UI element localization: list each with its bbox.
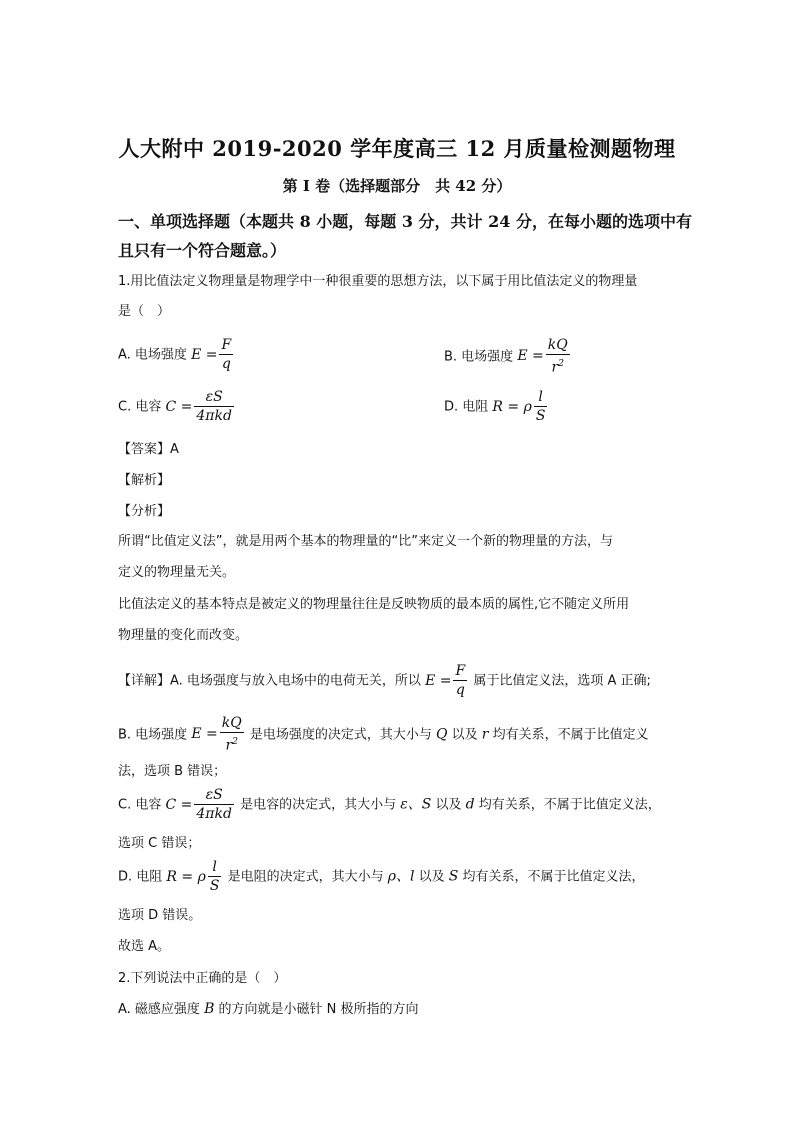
q1-detail-c-post3: 均有关系，不属于比值定义法， (478, 797, 661, 813)
q2-stem: 2.下列说法中正确的是（ ） (118, 971, 287, 986)
q1-detail-b-pre: B. 电场强度 (118, 727, 188, 743)
q1-option-b (444, 336, 572, 377)
q1-option-c-label: C. 电容 (118, 399, 162, 415)
q1-detail-b-post3: 均有关系，不属于比值定义 (492, 727, 649, 743)
q1-detail-a-pre: 【详解】A. 电场强度与放入电场中的电荷无关，所以 (118, 673, 421, 689)
q1-detail-c-pre: C. 电容 (118, 797, 162, 813)
q2-option-a-pre: A. 磁感应强度 (118, 1002, 200, 1017)
q1-stem-line2: 是（ ） (118, 304, 171, 319)
page-title: 人大附中 2019-2020 学年度高三 12 月质量检测题物理 (118, 136, 676, 161)
q1-option-c (118, 388, 236, 425)
formula-c-es-over-4pikd-inline: C = $\frac{\varepsilon S}{\text{4πkd}}$ (165, 787, 232, 822)
q1-detail-a (118, 662, 651, 699)
formula-e-f-over-q-inline: E = $\frac{F}{q}$ (425, 663, 466, 698)
q1-detail-c (118, 786, 661, 823)
q1-detail-d-post2: 以及 (418, 869, 445, 885)
symbol-rho-l: ρ、l (387, 868, 415, 885)
q1-detail-c-post1: 是电容的决定式，其大小与 (240, 797, 397, 813)
q1-answer: 【答案】A (118, 442, 179, 457)
q2-option-a-post: 的方向就是小磁针 N 极所指的方向 (218, 1002, 419, 1017)
q1-fenxi-heading: 【分析】 (118, 504, 171, 519)
q1-fenxi-p1-line1: 所谓“比值定义法”，就是用两个基本的物理量的“比”来定义一个新的物理量的方法，与 (118, 534, 613, 549)
section-heading-line2: 且只有一个符合题意。） (118, 241, 287, 260)
formula-e-kq-over-r2: E = $\frac{kQ}{r^2}$ (517, 337, 568, 376)
q1-detail-d-pre: D. 电阻 (118, 869, 163, 885)
q2-option-a (118, 998, 419, 1017)
q1-fenxi-p1-line2: 定义的物理量无关。 (118, 565, 236, 580)
q1-option-d-label: D. 电阻 (444, 399, 489, 415)
q1-conclusion: 故选 A。 (118, 939, 171, 954)
q1-detail-d-post3: 均有关系，不属于比值定义法， (462, 869, 645, 885)
q1-option-a-label: A. 电场强度 (118, 347, 187, 363)
formula-r-rho-l-over-s: R = ρ $\frac{l}{S}$ (492, 389, 546, 424)
formula-e-f-over-q: E = $\frac{F}{q}$ (191, 337, 232, 372)
q1-fenxi-p2-line1: 比值法定义的基本特点是被定义的物理量往往是反映物质的最本质的属性,它不随定义所用 (118, 597, 630, 612)
q1-detail-b (118, 714, 649, 755)
q1-detail-d-post1: 是电阻的决定式，其大小与 (227, 869, 384, 885)
symbol-b: B (204, 1001, 215, 1017)
q1-detail-d (118, 858, 644, 895)
q1-option-a (118, 336, 235, 373)
q1-detail-c-line2: 选项 C 错误； (118, 836, 201, 851)
q1-option-d (444, 388, 549, 425)
symbol-epsilon-s: ε、S (400, 796, 432, 813)
q1-fenxi-p2-line2: 物理量的变化而改变。 (118, 628, 249, 643)
q1-stem-line1: 1.用比值法定义物理量是物理学中一种很重要的思想方法，以下属于用比值法定义的物理量 (118, 274, 638, 289)
q1-detail-d-line2: 选项 D 错误。 (118, 908, 202, 923)
q1-detail-c-post2: 以及 (435, 797, 462, 813)
symbol-s: S (448, 868, 459, 885)
symbol-r: r (481, 726, 489, 743)
symbol-q: Q (436, 726, 448, 743)
page-subtitle: 第 I 卷（选择题部分 共 42 分） (282, 177, 512, 195)
q1-option-b-label: B. 电场强度 (444, 349, 514, 365)
formula-e-kq-over-r2-inline: E = $\frac{kQ}{r^2}$ (191, 715, 242, 754)
q1-detail-b-post2: 以及 (451, 727, 478, 743)
formula-c-es-over-4pikd: C = $\frac{\varepsilon S}{\text{4πkd}}$ (165, 389, 232, 424)
q1-detail-a-post: 属于比值定义法，选项 A 正确; (473, 673, 651, 689)
q1-jiexi-heading: 【解析】 (118, 473, 171, 488)
q1-detail-b-line2: 法，选项 B 错误； (118, 764, 227, 779)
symbol-d: d (465, 796, 475, 813)
section-heading-line1: 一、单项选择题（本题共 8 小题，每题 3 分，共计 24 分，在每小题的选项中有 (118, 212, 692, 231)
formula-r-rho-l-over-s-inline: R = ρ $\frac{l}{S}$ (166, 859, 220, 894)
q1-detail-b-post1: 是电场强度的决定式，其大小与 (249, 727, 432, 743)
